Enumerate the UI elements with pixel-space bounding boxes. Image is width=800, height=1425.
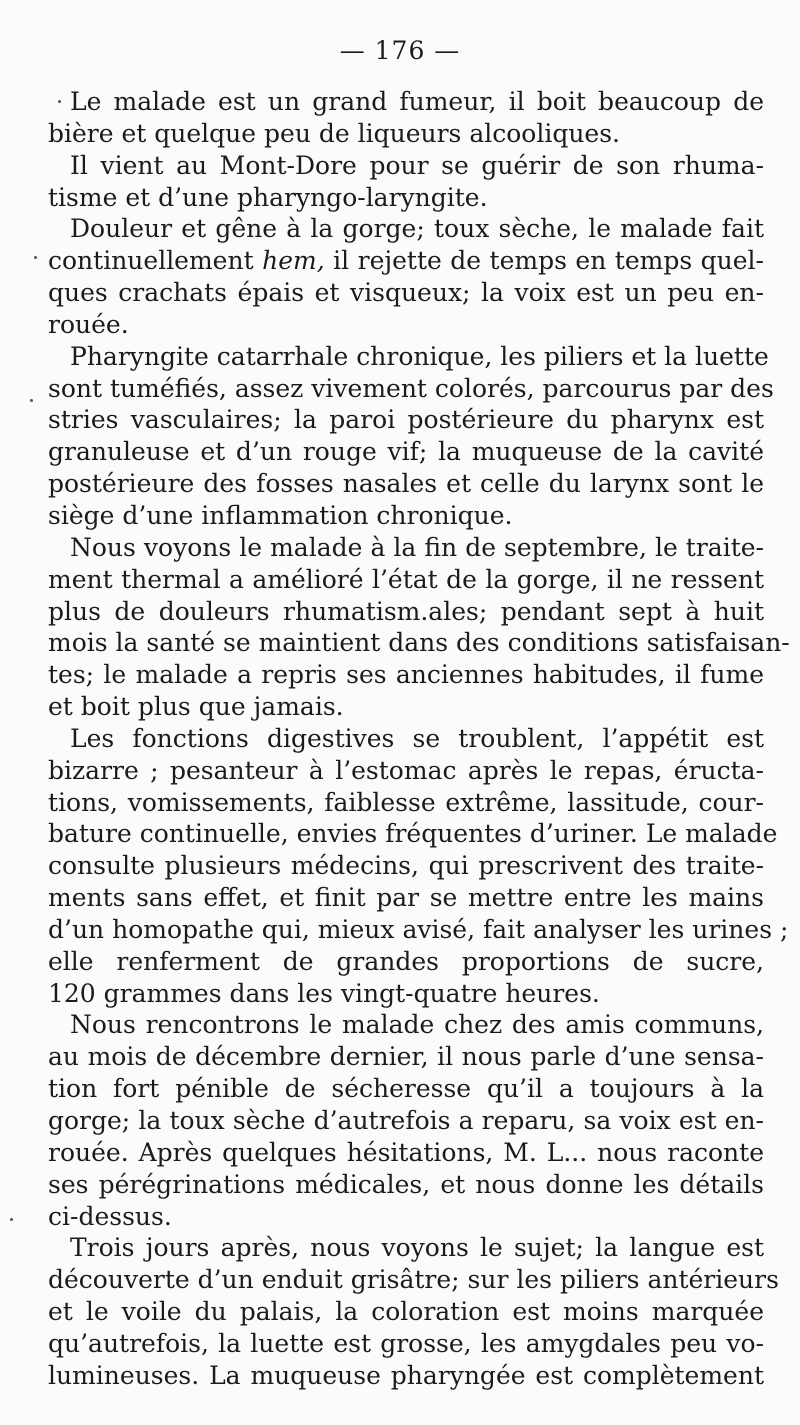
text-segment: ci-dessus.	[48, 1201, 172, 1231]
text-segment: mois la santé se maintient dans des conditions satisfaisan-	[48, 628, 790, 658]
text-line	[48, 1360, 764, 1392]
text-segment: Nous rencontrons le malade chez des amis communs,	[70, 1010, 764, 1040]
text-line	[48, 787, 764, 819]
text-segment: tes; le malade a repris ses anciennes habitudes, il fume	[48, 660, 764, 690]
text-line	[48, 564, 764, 596]
text-segment: tisme et d’une pharyngo-laryngite.	[48, 182, 488, 212]
paragraph	[48, 723, 789, 1010]
text-segment: au mois de décembre dernier, il nous parle d’une sensa-	[48, 1042, 764, 1072]
text-line	[48, 1232, 764, 1264]
text-segment: siège d’une inflammation chronique.	[48, 500, 513, 530]
text-segment: 120 grammes dans les vingt-quatre heures.	[48, 978, 600, 1008]
text-segment: et le voile du palais, la coloration est moins marquée	[48, 1297, 764, 1327]
text-line	[48, 691, 764, 723]
text-line	[48, 500, 764, 532]
text-segment: Nous voyons le malade à la fin de septembre, le traite-	[70, 532, 764, 562]
text-line	[48, 1009, 764, 1041]
text-line	[48, 532, 764, 564]
page-number: — 176 —	[339, 36, 461, 65]
paragraph	[48, 1232, 779, 1391]
text-line	[48, 914, 789, 946]
text-line	[48, 755, 764, 787]
ink-speck	[10, 1218, 13, 1221]
paragraph	[48, 213, 764, 340]
ink-speck	[58, 100, 61, 103]
ink-speck	[34, 256, 37, 259]
text-segment: gorge; la toux sèche d’autrefois a reparu, sa voix est en-	[48, 1106, 764, 1135]
text-segment: découverte d’un enduit grisâtre; sur les piliers antérieurs	[48, 1265, 779, 1295]
ink-speck	[30, 399, 33, 402]
text-line	[48, 1296, 764, 1328]
text-line	[48, 341, 769, 373]
text-segment: sont tuméfiés, assez vivement colorés, parcourus par des	[48, 373, 774, 403]
text-segment: Trois jours après, nous voyons le sujet; la langue est	[70, 1233, 764, 1263]
text-line	[48, 1105, 764, 1137]
text-line	[48, 723, 764, 755]
text-line	[48, 277, 764, 309]
text-line	[48, 86, 764, 118]
text-line	[48, 1041, 764, 1073]
text-line	[48, 946, 764, 978]
text-segment: bière et quelque peu de liqueurs alcooliques.	[48, 118, 620, 148]
text-line	[48, 1264, 779, 1296]
italic-word: hem,	[262, 246, 325, 276]
text-line	[48, 182, 764, 214]
text-line	[48, 436, 764, 468]
text-line	[48, 213, 764, 245]
text-segment: ses pérégrinations médicales, et nous donne les détails	[48, 1169, 764, 1199]
text-line	[48, 1073, 764, 1105]
text-line	[48, 596, 764, 628]
text-line	[48, 1328, 764, 1360]
text-segment: continuellement	[48, 246, 263, 276]
body-text	[48, 86, 790, 1392]
paragraph	[48, 150, 764, 214]
text-line	[48, 1201, 764, 1233]
text-line	[48, 404, 764, 436]
text-segment: stries vasculaires; la paroi postérieure du pharynx est	[48, 405, 764, 435]
text-segment: tions, vomissements, faiblesse extrême, lassitude, cour-	[48, 787, 764, 817]
text-line	[48, 245, 764, 277]
text-line	[48, 118, 764, 150]
paragraph	[48, 1009, 764, 1232]
text-segment: Pharyngite catarrhale chronique, les piliers et la luette	[70, 341, 769, 371]
text-segment: bature continuelle, envies fréquentes d’uriner. Le malade	[48, 819, 778, 849]
text-segment: consulte plusieurs médecins, qui prescrivent des traite-	[48, 851, 764, 881]
paragraph	[48, 86, 764, 150]
text-segment: rouée. Après quelques hésitations, M. L... nous raconte	[48, 1137, 764, 1167]
text-segment: elle renferment de grandes proportions de sucre,	[48, 946, 764, 976]
text-line	[48, 659, 764, 691]
text-segment: et boit plus que jamais.	[48, 692, 344, 722]
text-line	[48, 818, 778, 850]
text-segment: rouée.	[48, 309, 129, 339]
text-segment: tion fort pénible de sécheresse qu’il a toujours à la	[48, 1074, 764, 1104]
text-line	[48, 1137, 764, 1169]
text-line	[48, 468, 764, 500]
text-segment: granuleuse et d’un rouge vif; la muqueuse de la cavité	[48, 437, 764, 467]
text-segment: Les fonctions digestives se troublent, l’appétit est	[70, 723, 764, 753]
text-segment: Le malade est un grand fumeur, il boit beaucoup de	[70, 87, 764, 116]
text-segment: ments sans effet, et finit par se mettre entre les mains	[48, 883, 764, 913]
paragraph	[48, 532, 790, 723]
text-line	[48, 150, 764, 182]
text-segment: d’un homopathe qui, mieux avisé, fait analyser les urines ;	[48, 914, 789, 944]
text-line	[48, 373, 774, 405]
text-segment: bizarre ; pesanteur à l’estomac après le repas, éructa-	[48, 755, 764, 785]
text-segment: Douleur et gêne à la gorge; toux sèche, le malade fait	[70, 214, 764, 244]
text-line	[48, 882, 764, 914]
text-line	[48, 627, 790, 659]
paragraph	[48, 341, 774, 532]
text-segment: plus de douleurs rhumatism.ales; pendant sept à huit	[48, 596, 764, 626]
text-segment: ques crachats épais et visqueux; la voix est un peu en-	[48, 278, 764, 308]
text-segment: il rejette de temps en temps quel-	[324, 246, 764, 276]
text-segment: Il vient au Mont-Dore pour se guérir de son rhuma-	[70, 150, 764, 180]
text-line	[48, 1169, 764, 1201]
text-segment: lumineuses. La muqueuse pharyngée est complètement	[48, 1360, 764, 1390]
text-line	[48, 850, 764, 882]
text-segment: ment thermal a amélioré l’état de la gorge, il ne ressent	[48, 564, 764, 594]
text-segment: postérieure des fosses nasales et celle du larynx sont le	[48, 469, 764, 499]
text-line	[48, 309, 764, 341]
text-segment: qu’autrefois, la luette est grosse, les amygdales peu vo-	[48, 1328, 764, 1358]
text-line	[48, 978, 764, 1010]
